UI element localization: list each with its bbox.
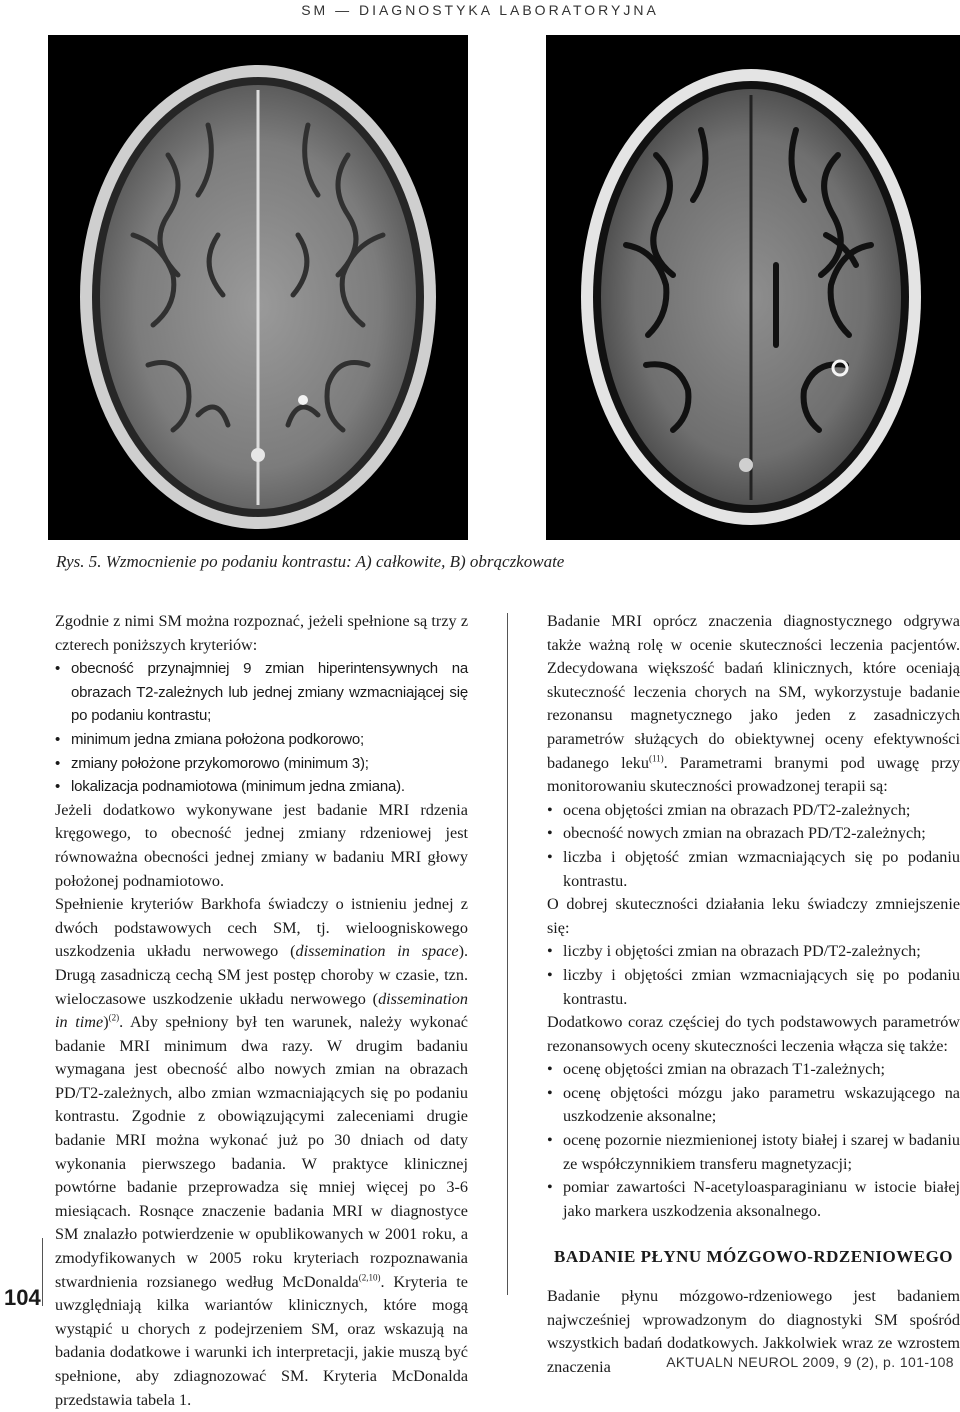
section-heading: BADANIE PŁYNU MÓZGOWO-RDZENIOWEGO xyxy=(553,1247,954,1267)
list-item: • liczby i objętości zmian wzmacniających się po podaniu kontrastu. xyxy=(547,964,960,1011)
figure-caption: Rys. 5. Wzmocnienie po podaniu kontrastu: A) całkowite, B) obrączkowate xyxy=(56,552,565,571)
barkhof-criteria-list xyxy=(55,657,468,799)
list-item: • ocenę pozornie niezmienionej istoty białej i szarej w badaniu ze współczynnikiem transferu magnetyzacji; xyxy=(547,1129,960,1176)
right-column xyxy=(547,610,960,1379)
mri-image-ring-enhancement xyxy=(546,35,960,540)
list-item: • ocena objętości zmian na obrazach PD/T2-zależnych; xyxy=(547,799,960,823)
efficacy-paragraph: O dobrej skuteczności działania leku świadczy zmniejszenie się: xyxy=(547,895,960,937)
left-column xyxy=(55,610,468,1412)
list-item: • obecność przynajmniej 9 zmian hiperintensywnych na obrazach T2-zależnych lub jednej zmiany wzmacniającej się po podaniu kontrastu; xyxy=(55,657,468,728)
list-item: • lokalizacja podnamiotowa (minimum jedna zmiana). xyxy=(55,775,468,799)
column-divider xyxy=(507,613,508,1295)
list-item: • ocenę objętości mózgu jako parametru wskazującego na uszkodzenie aksonalne; xyxy=(547,1082,960,1129)
csf-paragraph: Badanie płynu mózgowo-rdzeniowego jest badaniem najwcześniej wprowadzonym do diagnostyki SM spośród wszystkich badań dodatkowych. Jakkolwiek wraz ze wzrostem znaczenia xyxy=(547,1287,960,1376)
additional-parameters-list xyxy=(547,1058,960,1223)
monitoring-parameters-list xyxy=(547,799,960,893)
spinal-mri-paragraph: Jeżeli dodatkowo wykonywane jest badanie MRI rdzenia kręgowego, to obecność jednej zmiany rdzeniowej jest równoważna obecności jednej zmiany w badaniu MRI głowy położonej podnamiotowo. xyxy=(55,800,468,890)
journal-footer: AKTUALN NEUROL 2009, 9 (2), p. 101-108 xyxy=(666,1354,954,1370)
list-item: • ocenę objętości zmian na obrazach T1-zależnych; xyxy=(547,1058,960,1082)
list-item: • obecność nowych zmian na obrazach PD/T2-zależnych; xyxy=(547,822,960,846)
running-head: SM — DIAGNOSTYKA LABORATORYJNA xyxy=(301,2,659,18)
barkhof-paragraph: Spełnienie kryteriów Barkhofa świadczy o istnieniu jednej z dwóch podstawowych cech SM, tj. wieloogniskowego uszkodzenia układu nerwowego (dissemination in space). Drugą zasadniczą cechą SM jest postęp choroby w czasie, tzn. wieloczasowe uszkodzenie układu nerwowego (dissemination in time)$^{(2)}$. Aby spełniony był ten warunek, należy wykonać badanie MRI minimum dwa razy. W drugim badaniu wymagana jest obecność albo nowych zmian na obrazach PD/T2-zależnych, albo zmian wzmacniających się po podaniu kontrastu. Zgodnie z obowiązującymi zaleceniami drugie badanie MRI można wykonać już po 30 dniach od daty wykonania pierwszego badania. W praktyce klinicznej powtórne badanie przeprowadza się mniej więcej po 3-6 miesiącach. Rosnące znaczenie badania MRI w diagnostyce SM znalazło potwierdzenie w opublikowanych w 2001 roku, a zmodyfikowanych w 2005 roku kryteriach rozpoznawania stwardnienia rozsianego według McDonalda$^{(2,10)}$. Kryteria te uwzględniają kilka wariantów klinicznych, które mogą wystąpić u chorych z podejrzeniem SM, oraz wskazują na badania dodatkowe i warunki ich interpretacji, jakie muszą być spełnione, aby zdiagnozować SM. Kryteria McDonalda przedstawia tabela 1. xyxy=(55,895,468,1409)
intro-paragraph: Zgodnie z nimi SM można rozpoznać, jeżeli spełnione są trzy z czterech poniższych kryteriów: xyxy=(55,612,468,654)
list-item: • liczba i objętość zmian wzmacniających się po podaniu kontrastu. xyxy=(547,846,960,893)
page-number-rule xyxy=(42,1238,43,1306)
monitoring-paragraph: Badanie MRI oprócz znaczenia diagnostycznego odgrywa także ważną rolę w ocenie skuteczności leczenia pacjentów. Zdecydowana większość badań klinicznych, które oceniają skuteczność leczenia chorych na SM, wykorzystuje badanie rezonansu magnetycznego jako jeden z zasadniczych parametrów służących do obiektywnej oceny efektywności badanego leku$^{(11)}$. Parametrami branymi pod uwagę przy monitorowaniu skuteczności prowadzonej terapii są: xyxy=(547,612,960,796)
mri-image-complete-enhancement xyxy=(48,35,468,540)
efficacy-list xyxy=(547,940,960,1011)
page-number: 104 xyxy=(4,1285,41,1310)
list-item: • minimum jedna zmiana położona podkorowo; xyxy=(55,728,468,752)
list-item: • zmiany położone przykomorowo (minimum 3); xyxy=(55,752,468,776)
additional-parameters-paragraph: Dodatkowo coraz częściej do tych podstawowych parametrów rezonansowych oceny skuteczności leczenia włącza się także: xyxy=(547,1013,960,1055)
list-item: • pomiar zawartości N-acetyloasparaginianu w istocie białej jako markera uszkodzenia aksonalnego. xyxy=(547,1176,960,1223)
list-item: • liczby i objętości zmian na obrazach PD/T2-zależnych; xyxy=(547,940,960,964)
